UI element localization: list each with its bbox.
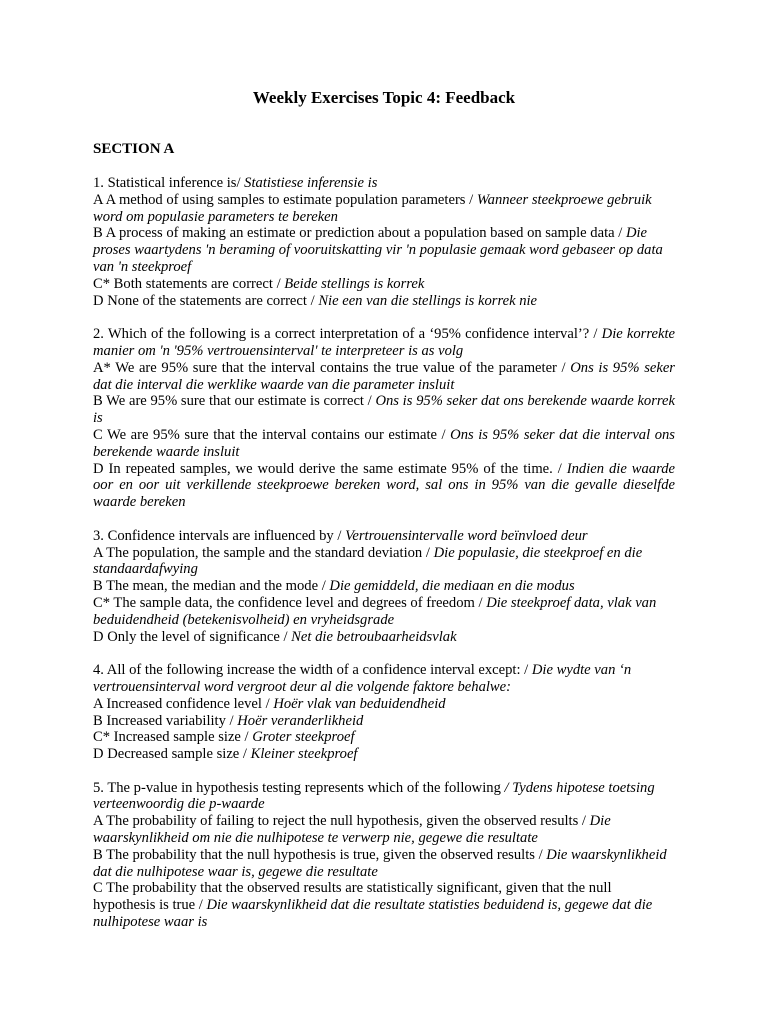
question-3	[93, 528, 675, 646]
answer-option: D Only the level of significance / Net die betroubaarheidsvlak	[93, 628, 457, 645]
answer-option: C* The sample data, the confidence level and degrees of freedom / Die steekproef data, vlak van beduidendheid (betekenisvolheid) en vryheidsgrade	[93, 594, 657, 628]
answer-option: C The probability that the observed results are statistically significant, given that the null hypothesis is true / Die waarskynlikheid dat die resultate statisties beduidend is, gegewe dat die nulhipotese waar is	[93, 880, 653, 931]
answer-option: B A process of making an estimate or prediction about a population based on sample data / Die proses waartydens 'n beraming of vooruitskatting vir 'n populasie gemaak word gebaseer op data van 'n steekproef	[93, 225, 663, 275]
question-stem: 3. Confidence intervals are influenced by / Vertrouensintervalle word beïnvloed deur	[93, 527, 588, 544]
answer-option: A The probability of failing to reject the null hypothesis, given the observed results / Die waarskynlikheid om nie die nulhipotese te verwerp nie, gegewe die resultate	[93, 813, 611, 847]
section-heading: SECTION A	[93, 141, 175, 157]
answer-option: B We are 95% sure that our estimate is correct / Ons is 95% seker dat ons berekende waarde korrek is	[93, 393, 675, 427]
question-stem: 1. Statistical inference is/ Statistiese inferensie is	[93, 175, 378, 191]
question-1	[93, 175, 675, 309]
question-stem: 2. Which of the following is a correct interpretation of a ‘95% confidence interval’? / Die korrekte manier om 'n '95% vertrouensinterval' te interpreteer is as volg	[93, 326, 675, 359]
answer-option: C We are 95% sure that the interval contains our estimate / Ons is 95% seker dat die interval ons berekende waarde insluit	[93, 426, 675, 460]
question-stem: 4. All of the following increase the width of a confidence interval except: / Die wydte van ‘n vertrouensinterval word vergroot deur al die volgende faktore behalwe:	[93, 662, 632, 695]
answer-option: A Increased confidence level / Hoër vlak van beduidendheid	[93, 695, 446, 712]
answer-option: D In repeated samples, we would derive the same estimate 95% of the time. / Indien die waarde oor en oor uit verkillende steekproewe bereken word, sal ons in 95% van die gevalle dieselfde waarde bereken	[93, 460, 675, 511]
answer-option: B Increased variability / Hoër veranderlikheid	[93, 712, 364, 729]
answer-option: A The population, the sample and the standard deviation / Die populasie, die steekproef en die standaardafwying	[93, 544, 643, 578]
question-5	[93, 780, 675, 931]
question-2	[93, 326, 675, 511]
question-stem: 5. The p-value in hypothesis testing represents which of the following / Tydens hipotese toetsing verteenwoordig die p-waarde	[93, 779, 655, 813]
answer-option: C* Both statements are correct / Beide stellings is korrek	[93, 275, 425, 292]
answer-option: A A method of using samples to estimate population parameters / Wanneer steekproewe gebruik word om populasie parameters te bereken	[93, 191, 652, 225]
answer-option: B The mean, the median and the mode / Die gemiddeld, die mediaan en die modus	[93, 578, 575, 595]
answer-option: C* Increased sample size / Groter steekproef	[93, 729, 355, 746]
questions-list	[93, 175, 675, 948]
answer-option: D None of the statements are correct / Nie een van die stellings is korrek nie	[93, 292, 538, 309]
answer-option: D Decreased sample size / Kleiner steekproef	[93, 746, 358, 763]
answer-option: B The probability that the null hypothesis is true, given the observed results / Die waarskynlikheid dat die nulhipotese waar is, gegewe die resultate	[93, 846, 667, 880]
question-4	[93, 662, 675, 763]
answer-option: A* We are 95% sure that the interval contains the true value of the parameter / Ons is 95% seker dat die interval die werklike waarde van die parameter insluit	[93, 359, 675, 393]
page-title: Weekly Exercises Topic 4: Feedback	[252, 88, 516, 107]
